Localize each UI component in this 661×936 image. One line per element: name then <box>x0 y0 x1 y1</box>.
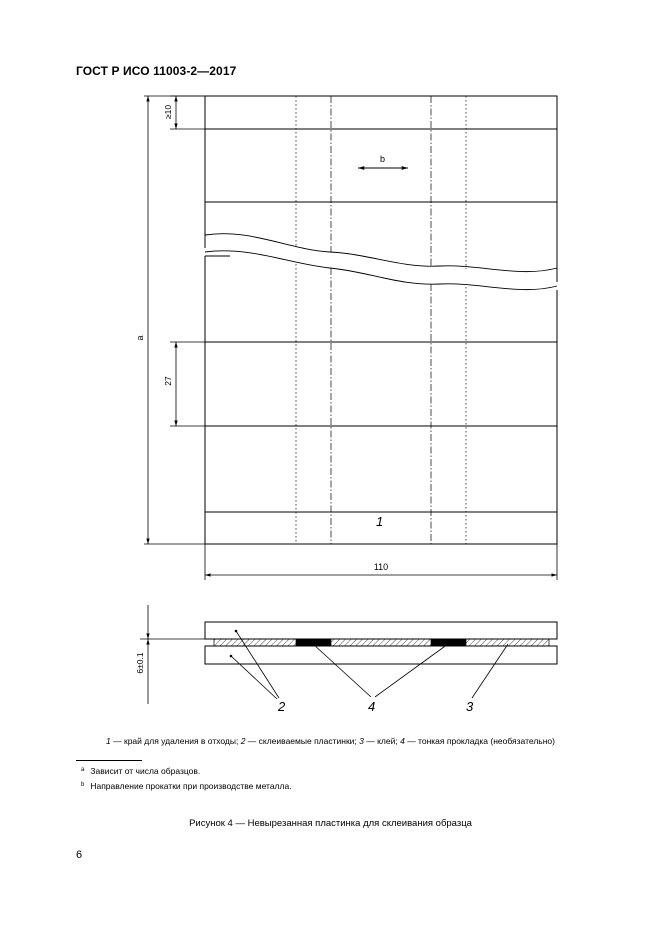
legend-num-1: 1 <box>106 736 111 746</box>
footnote-b <box>81 781 292 791</box>
dimension-thickness-label: 6±0.1 <box>135 652 145 674</box>
legend-text-3: — клей; <box>363 736 401 746</box>
callout-3: 3 <box>466 699 474 714</box>
edge-label: 1 <box>376 514 384 529</box>
dimension-min-strip-label: ≥10 <box>163 104 173 120</box>
callout-4: 4 <box>368 699 376 714</box>
dimension-min-strip <box>170 96 205 129</box>
footnote-a-text: Зависит от числа образцов. <box>90 766 201 776</box>
dimension-thickness <box>140 605 205 704</box>
footnote-a-mark: a <box>81 767 85 773</box>
legend-num-2: 2 <box>240 736 246 746</box>
dimension-a-label: a <box>135 335 145 341</box>
dimension-length <box>144 96 205 544</box>
dimension-27-label: 27 <box>163 376 173 386</box>
footnote-a <box>81 766 200 776</box>
legend-num-3: 3 <box>359 736 364 746</box>
footnote-b-text: Направление прокатки при производстве металла. <box>90 781 292 791</box>
legend-text-4: — тонкая прокладка (необязательно) <box>404 736 555 746</box>
plate-section-view <box>205 622 557 664</box>
standard-header: ГОСТ Р ИСО 11003-2—2017 <box>76 64 237 78</box>
dimension-b-label: b <box>380 154 386 164</box>
footnote-rule <box>76 760 142 761</box>
legend-text-2: — склеиваемые пластинки; <box>245 736 360 746</box>
dimension-110-label: 110 <box>373 562 389 572</box>
dimension-strip-width <box>170 342 205 426</box>
figure-legend <box>0 736 661 746</box>
page-number: 6 <box>76 849 83 861</box>
legend-text-1: — край для удаления в отходы; <box>110 736 241 746</box>
legend-num-4: 4 <box>400 736 405 746</box>
callout-2: 2 <box>278 699 286 714</box>
figure-caption: Рисунок 4 — Невырезанная пластинка для склеивания образца <box>189 818 472 829</box>
footnote-b-mark: b <box>81 782 85 788</box>
